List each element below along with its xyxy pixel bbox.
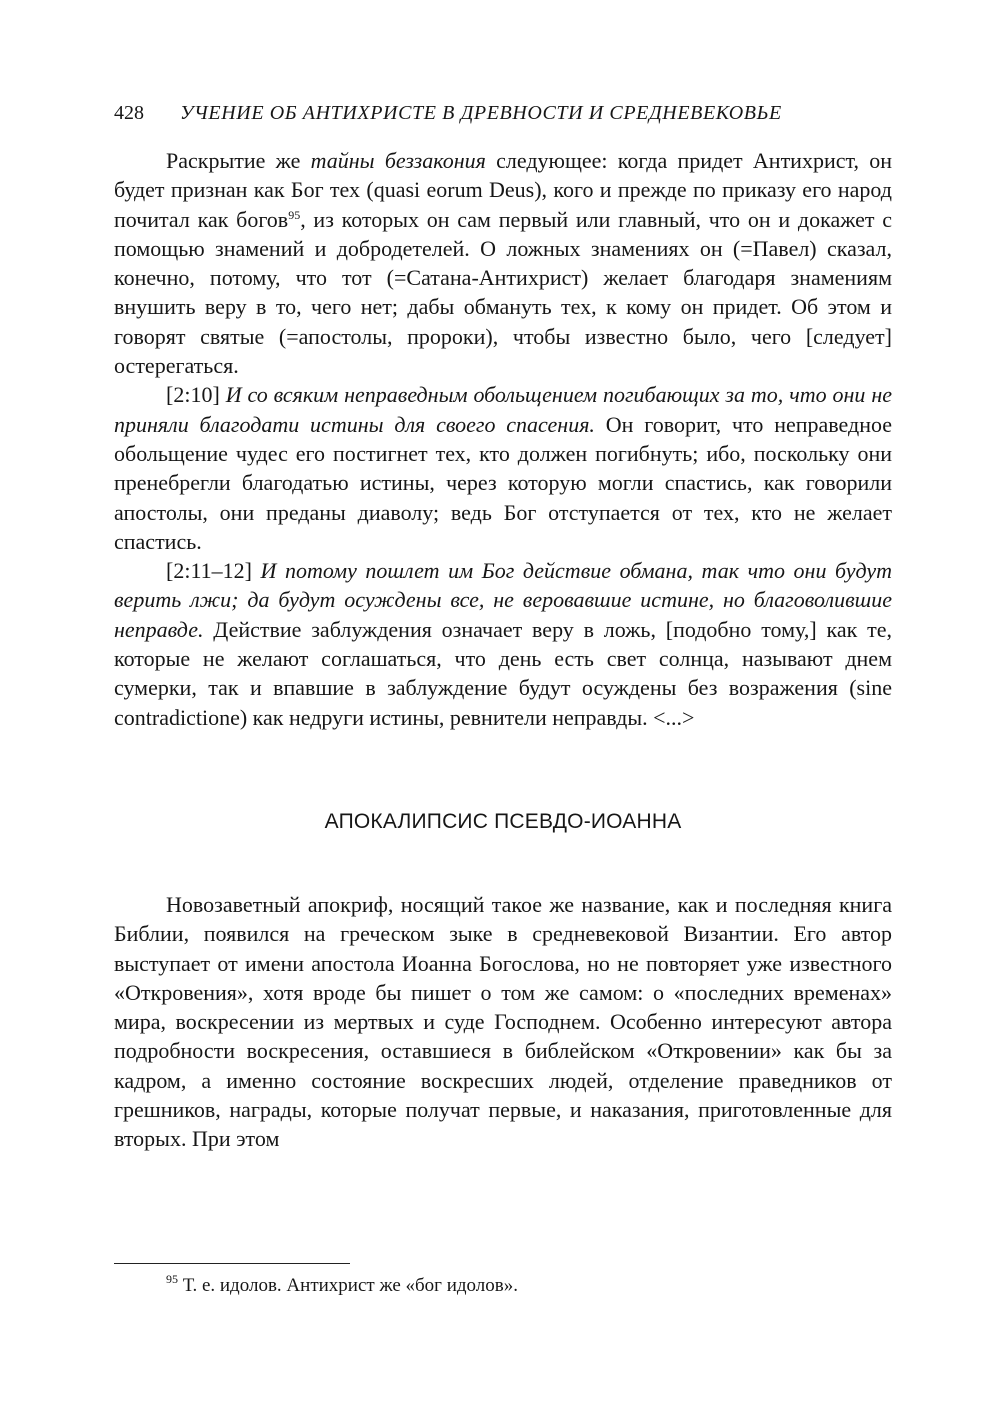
scripture-quote: тайны беззакония [310,148,486,173]
footnote-text: Т. е. идолов. Антихрист же «бог идолов». [178,1275,518,1296]
paragraph-text: следующее: когда придет Антихрист, он будет признан как Бог тех (quasi eorum Deus), кого и прежде по приказу его народ почитал как богов [114,148,892,232]
page-number: 428 [114,102,144,124]
running-header [114,100,892,126]
commentary-paragraph-2 [114,380,892,556]
footnote-number: 95 [166,1272,178,1286]
footnote-divider [114,1263,350,1264]
verse-reference: [2:10] [166,382,226,408]
paragraph-lead: Раскрытие же [166,148,311,173]
section-intro-paragraph: Новозаветный апокриф, носящий такое же название, как и последняя книга Библии, появился на греческом зыке в средневековой Византии. Его автор выступает от имени апостола Иоанна Богослова, но не повторяет уже известного «Откровения», хотя вроде бы пишет о том же самом: о «последних временах» мира, воскресении из мертвых и суде Господнем. Особенно интересуют автора подробности воскресения, оставшиеся в библейском «Откровении» как бы за кадром, а именно состояние воскресших людей, отделение праведников от грешников, награды, которые получат первые, и наказания, приготовленные для вторых. При этом [114,891,892,1152]
running-title: УЧЕНИЕ ОБ АНТИХРИСТЕ В ДРЕВНОСТИ И СРЕДНЕВЕКОВЬЕ [180,102,782,124]
commentary-paragraph-1 [114,146,892,380]
verse-reference: [2:11–12] [166,558,261,584]
paragraph-text: Он говорит, что неправедное обольщение чудес его постигнет тех, кто должен погибнуть; ибо, поскольку они пренебрегли благодатью истины, через которую могли спастись, как говорили апостолы, они преданы диаволу; ведь Бог отступается от тех, кто не желает спастись. [114,411,893,554]
paragraph-text: Действие заблуждения означает веру в ложь, [подобно тому,] как те, которые не желают соглашаться, что день есть свет солнца, называют днем сумерки, так и впавшие в заблуждение будут осуждены без возражения (sine contradictione) как недруги истины, ревнители неправды. <...> [114,616,892,730]
commentary-paragraph-3 [114,556,892,732]
paragraph-text: , из которых он сам первый или главный, что он и докажет с помощью знамений и добродетелей. О ложных знамениях он (=Павел) сказал, конечно, потому, что тот (=Сатана-Антихрист) желает благодаря знамениям внушить веру в то, чего нет; дабы обмануть тех, к кому он придет. Об этом и говорят святые (=апостолы, пророки), чтобы известно было, чего [следует] остерегаться. [114,206,892,379]
scripture-quote: И со всяким неправедным обольщением погибающих за то, что они не приняли благодати истины для своего спасения. [114,382,893,437]
footnote-reference[interactable]: 95 [288,207,301,222]
scripture-quote: И потому пошлет им Бог действие обмана, так что они будут верить лжи; да будут осуждены все, не веровавшие истине, но благоволившие неправде. [114,558,892,642]
footnote [166,1273,518,1299]
section-title: АПОКАЛИПСИС ПСЕВДО-ИОАННА [324,809,682,833]
page-body [114,100,892,1154]
